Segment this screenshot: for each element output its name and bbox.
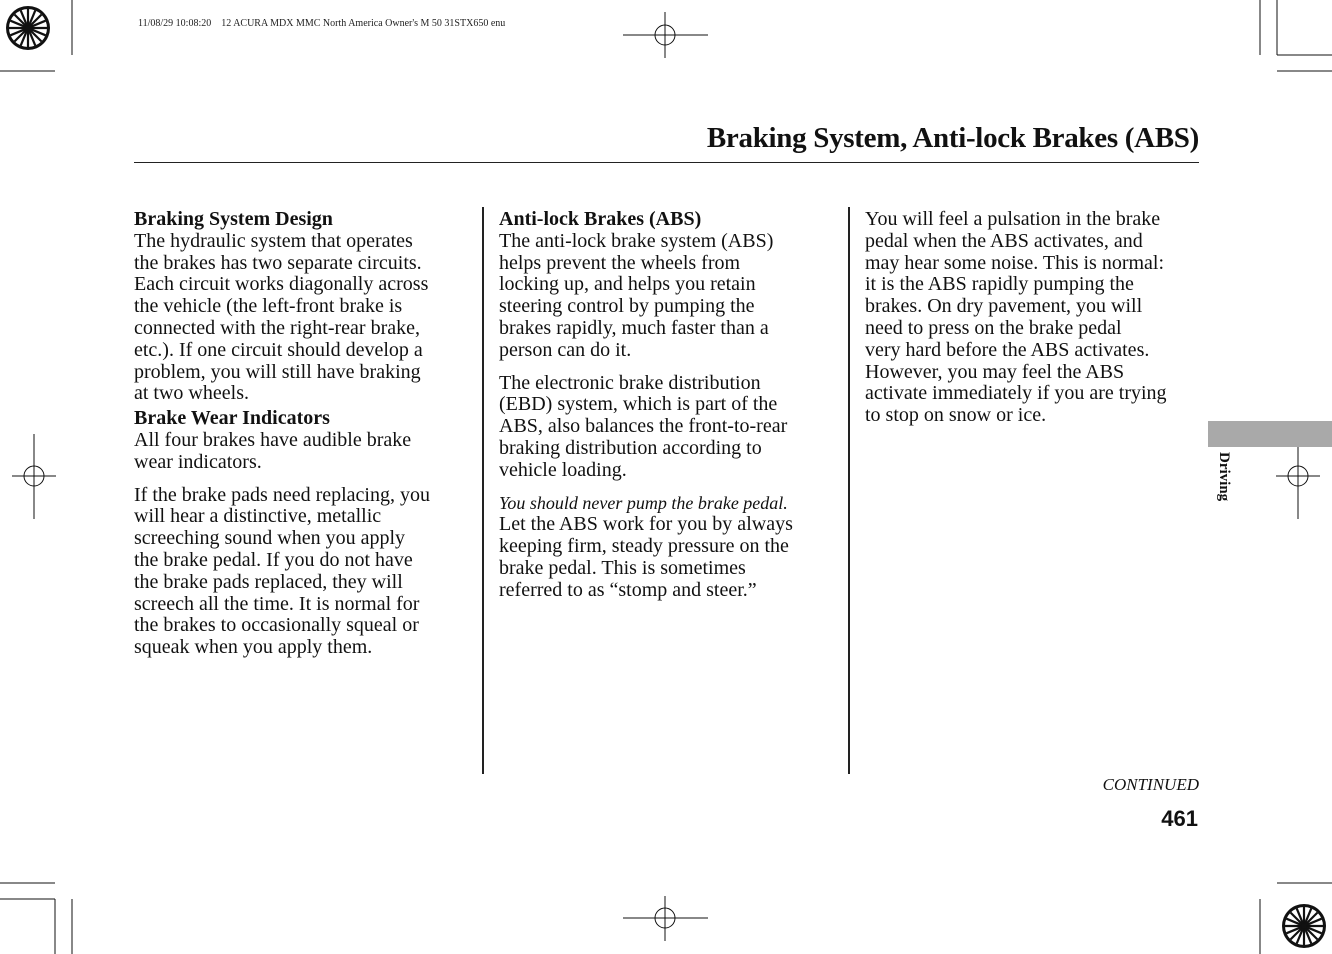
text-line: screech all the time. It is normal for bbox=[134, 592, 420, 615]
text-line: very hard before the ABS activates. bbox=[865, 338, 1150, 361]
section-heading: Braking System Design bbox=[134, 208, 333, 230]
registration-target-left bbox=[12, 434, 56, 519]
text-line: brakes rapidly, much faster than a bbox=[499, 316, 769, 339]
column-divider bbox=[848, 207, 850, 774]
text-line: the vehicle (the left-front brake is bbox=[134, 295, 403, 318]
text-line: connected with the right-rear brake, bbox=[134, 316, 420, 339]
section-brake-wear-indicators bbox=[134, 408, 469, 473]
paragraph-pulsation bbox=[865, 209, 1205, 427]
paragraph-ebd bbox=[499, 373, 834, 482]
text-line: brakes. On dry pavement, you will bbox=[865, 295, 1143, 318]
text-line: Each circuit works diagonally across bbox=[134, 273, 429, 296]
text-line: to stop on snow or ice. bbox=[865, 404, 1047, 427]
text-line: the brakes has two separate circuits. bbox=[134, 251, 422, 274]
text-line: wear indicators. bbox=[134, 450, 262, 473]
section-braking-system-design bbox=[134, 209, 469, 405]
text-line: helps prevent the wheels from bbox=[499, 251, 741, 274]
text-line: referred to as “stomp and steer.” bbox=[499, 578, 757, 601]
text-line: However, you may feel the ABS bbox=[865, 360, 1125, 383]
text-line: screeching sound when you apply bbox=[134, 527, 406, 550]
text-line: the brakes to occasionally squeal or bbox=[134, 614, 419, 637]
registration-target-top bbox=[623, 12, 708, 58]
text-line: braking distribution according to bbox=[499, 436, 762, 459]
text-line: pedal when the ABS activates, and bbox=[865, 229, 1143, 252]
text-line: The anti-lock brake system (ABS) bbox=[499, 229, 774, 252]
text-line: will hear a distinctive, metallic bbox=[134, 505, 382, 528]
text-line: problem, you will still have braking bbox=[134, 360, 421, 383]
text-line: squeak when you apply them. bbox=[134, 636, 373, 659]
text-line: locking up, and helps you retain bbox=[499, 273, 756, 296]
section-heading: Brake Wear Indicators bbox=[134, 407, 330, 430]
text-line: keeping firm, steady pressure on the bbox=[499, 535, 789, 558]
side-tab-text: Driving bbox=[1216, 452, 1232, 502]
text-line: If the brake pads need replacing, you bbox=[134, 483, 430, 506]
continued-label: CONTINUED bbox=[1102, 775, 1199, 794]
paragraph-never-pump bbox=[499, 493, 834, 602]
text-line: The electronic brake distribution bbox=[499, 371, 761, 394]
print-header: 11/08/29 10:08:20 12 ACURA MDX MMC North America Owner's M 50 31STX650 enu bbox=[138, 18, 506, 29]
text-line: (EBD) system, which is part of the bbox=[499, 393, 778, 416]
column-right bbox=[865, 209, 1205, 438]
side-tab-label bbox=[1208, 452, 1234, 522]
title-rule bbox=[134, 162, 1199, 163]
text-line: may hear some noise. This is normal: bbox=[865, 251, 1165, 274]
text-line: need to press on the brake pedal bbox=[865, 316, 1122, 339]
italic-warning: You should never pump the brake pedal. bbox=[499, 492, 788, 513]
text-line: at two wheels. bbox=[134, 382, 249, 405]
page-title: Braking System, Anti-lock Brakes (ABS) bbox=[706, 122, 1199, 154]
registration-target-bottom bbox=[623, 896, 708, 941]
page-number: 461 bbox=[1161, 806, 1198, 831]
section-anti-lock-brakes bbox=[499, 209, 834, 362]
text-line: vehicle loading. bbox=[499, 458, 627, 481]
text-line: the brake pads replaced, they will bbox=[134, 570, 403, 593]
text-line: brake pedal. This is sometimes bbox=[499, 556, 746, 579]
text-line: etc.). If one circuit should develop a bbox=[134, 338, 423, 361]
column-divider bbox=[482, 207, 484, 774]
paragraph-brake-pads bbox=[134, 485, 469, 659]
column-middle bbox=[499, 209, 834, 613]
text-line: the brake pedal. If you do not have bbox=[134, 548, 413, 571]
starburst-mark-top-left bbox=[6, 6, 50, 50]
text-line: person can do it. bbox=[499, 338, 632, 361]
column-left bbox=[134, 209, 469, 670]
text-line: it is the ABS rapidly pumping the bbox=[865, 273, 1134, 296]
text-line: ABS, also balances the front-to-rear bbox=[499, 415, 788, 438]
text-line: You will feel a pulsation in the brake bbox=[865, 208, 1161, 230]
text-line: The hydraulic system that operates bbox=[134, 229, 413, 252]
section-heading: Anti-lock Brakes (ABS) bbox=[499, 208, 702, 230]
section-tab bbox=[1208, 421, 1332, 447]
text-line: All four brakes have audible brake bbox=[134, 428, 412, 451]
text-line: activate immediately if you are trying bbox=[865, 382, 1167, 405]
text-line: steering control by pumping the bbox=[499, 295, 755, 318]
starburst-mark-bottom-right bbox=[1282, 904, 1326, 948]
text-line: Let the ABS work for you by always bbox=[499, 513, 793, 536]
